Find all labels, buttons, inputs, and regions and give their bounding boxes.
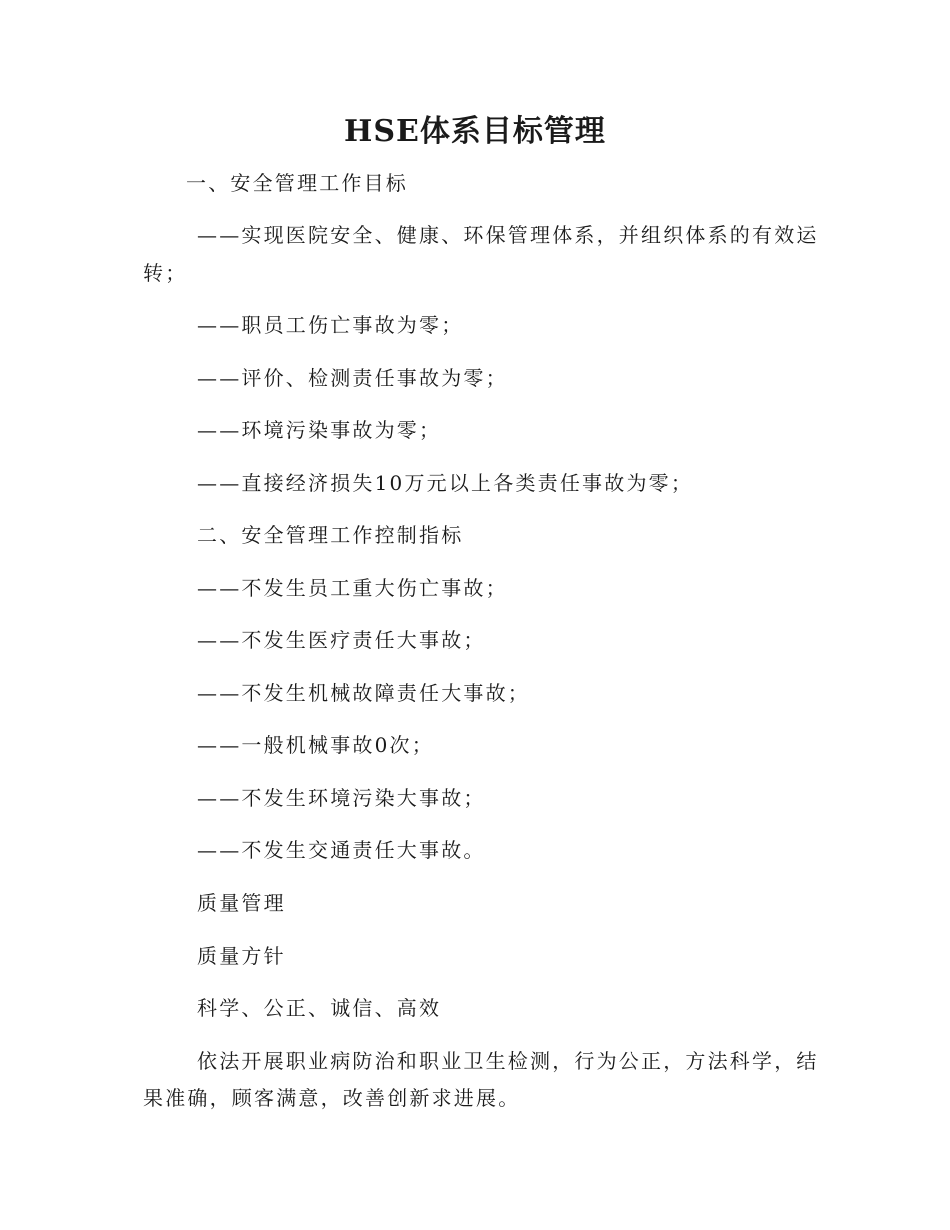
list-item: ——不发生员工重大伤亡事故；: [197, 576, 508, 600]
quality-policy: 科学、公正、诚信、高效: [197, 996, 442, 1020]
list-item: ——不发生机械故障责任大事故；: [197, 681, 530, 705]
list-item: ——直接经济损失10万元以上各类责任事故为零；: [197, 471, 694, 495]
section1-item-line1: ——实现医院安全、健康、环保管理体系，并组织体系的有效运: [197, 223, 819, 247]
list-item: ——职员工伤亡事故为零；: [197, 313, 464, 337]
quality-policy-heading: 质量方针: [197, 944, 286, 968]
list-item: ——不发生环境污染大事故；: [197, 786, 486, 810]
section2-heading: 二、安全管理工作控制指标: [197, 523, 464, 547]
quality-desc-line2: 果准确，顾客满意，改善创新求进展。: [143, 1086, 521, 1110]
list-item: ——一般机械事故0次；: [197, 733, 434, 757]
list-item: ——不发生交通责任大事故。: [197, 838, 486, 862]
quality-desc-line1: 依法开展职业病防治和职业卫生检测，行为公正，方法科学，结: [197, 1049, 819, 1073]
quality-heading: 质量管理: [197, 891, 286, 915]
document-title: HSE体系目标管理: [344, 114, 606, 149]
list-item: ——环境污染事故为零；: [197, 418, 442, 442]
list-item: ——评价、检测责任事故为零；: [197, 366, 508, 390]
list-item: ——不发生医疗责任大事故；: [197, 628, 486, 652]
section1-heading: 一、安全管理工作目标: [186, 171, 408, 195]
section1-item-line2: 转；: [143, 261, 188, 285]
